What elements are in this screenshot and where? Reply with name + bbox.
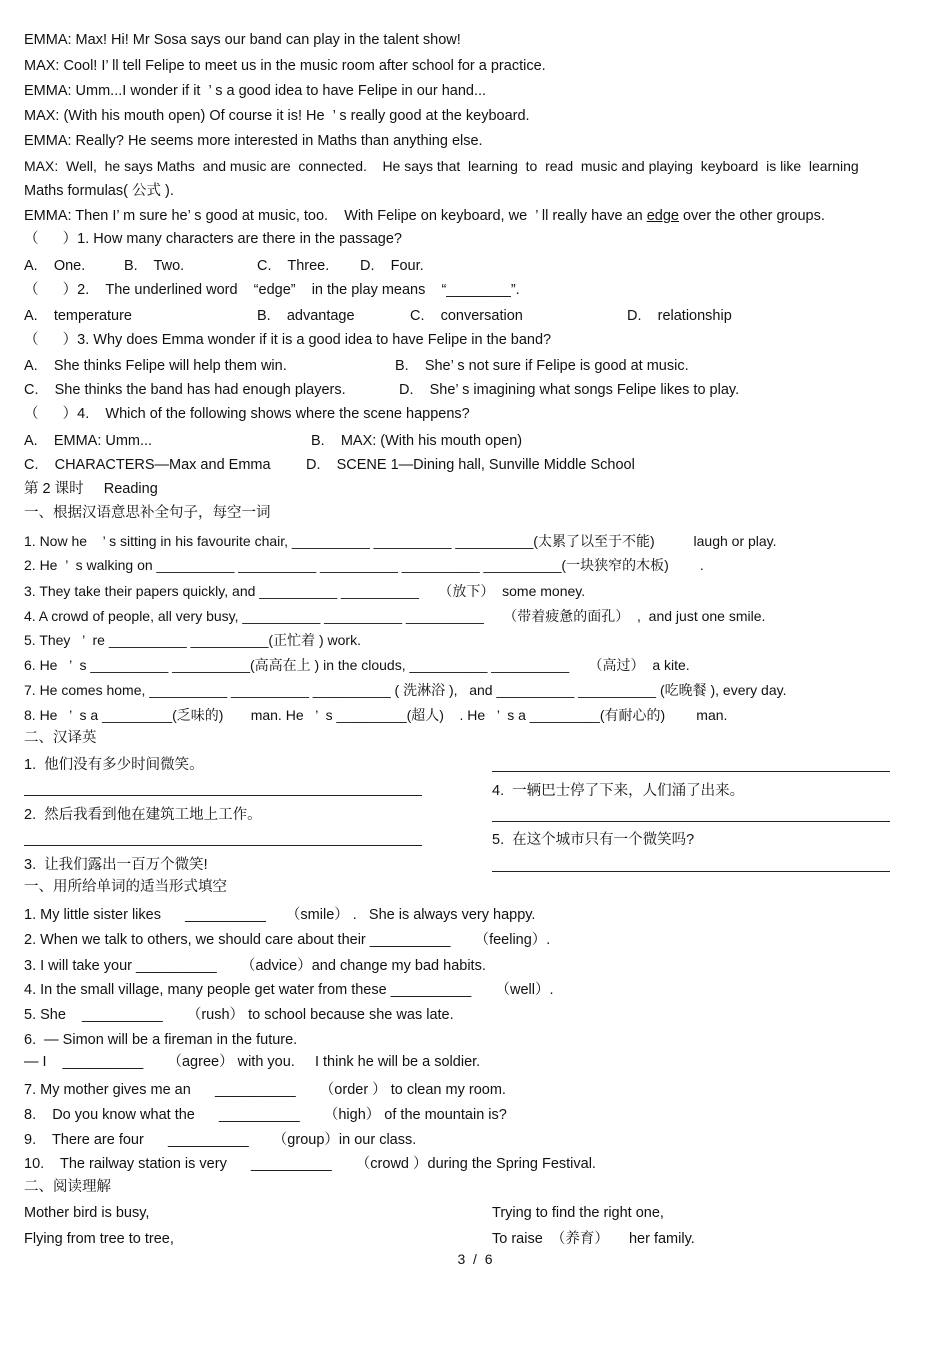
sentence-item-3: 3. They take their papers quickly, and __________ __________ （放下） some money. [24,583,586,599]
section-title-translation: 二、汉译英 [24,730,97,746]
question-3: （ ）3. Why does Emma wonder if it is a good idea to have Felipe in the band? [24,332,552,348]
dialogue-line-5: EMMA: Really? He seems more interested in Maths than anything else. [24,133,483,149]
question-2: （ ）2. The underlined word “edge” in the play means “________”. [24,282,520,298]
q1-option-c: C. Three. [257,258,330,274]
answer-line [492,821,890,822]
dialogue-line-1: EMMA: Max! Hi! Mr Sosa says our band can play in the talent show! [24,32,461,48]
q3-option-a: A. She thinks Felipe will help them win. [24,358,287,374]
question-1: （ ）1. How many characters are there in the passage? [24,231,402,247]
section-title-reading: 二、阅读理解 [24,1179,111,1195]
lesson-heading: 第 2 课时 Reading [24,481,158,497]
dialogue-line-8-end: over the other groups. [678,208,825,224]
fill-item-6-response: — I __________ （agree） with you. I think he will be a soldier. [24,1054,481,1070]
q4-option-b: B. MAX: (With his mouth open) [311,433,523,449]
section-title-word-forms: 一、用所给单词的适当形式填空 [24,879,227,895]
q3-option-d: D. She’ s imagining what songs Felipe likes to play. [399,382,740,398]
sentence-item-4: 4. A crowd of people, all very busy, __________ __________ __________ （带着疲惫的面孔） , and just one smile. [24,608,766,624]
fill-item-8: 8. Do you know what the __________ （high） of the mountain is? [24,1107,507,1123]
translation-item-1: 1. 他们没有多少时间微笑。 [24,757,204,773]
fill-item-6: 6. — Simon will be a fireman in the future. [24,1032,298,1048]
sentence-item-2: 2. He ’ s walking on __________ __________ __________ __________ __________(一块狭窄的木板) . [24,557,704,573]
fill-item-3: 3. I will take your __________ （advice）and change my bad habits. [24,958,486,974]
fill-item-10: 10. The railway station is very __________ （crowd ）during the Spring Festival. [24,1156,596,1172]
dialogue-line-6: MAX: Well, he says Maths and music are connected. He says that learning to read music and playing keyboard is like learning [24,158,859,174]
poem-left-line-2: Flying from tree to tree, [24,1231,174,1247]
q1-option-a: A. One. [24,258,86,274]
poem-left-line-1: Mother bird is busy, [24,1205,150,1221]
fill-item-1: 1. My little sister likes __________ （smile） . She is always very happy. [24,907,536,923]
poem-right-line-2: To raise （养育） her family. [492,1231,695,1247]
dialogue-line-7: Maths formulas( 公式 ). [24,183,174,199]
translation-item-3: 3. 让我们露出一百万个微笑! [24,857,208,873]
answer-line [492,871,890,872]
section-title-complete-sentences: 一、根据汉语意思补全句子，每空一词 [24,505,271,521]
page-number: 3 / 6 [457,1251,493,1267]
sentence-item-1: 1. Now he ’ s sitting in his favourite chair, __________ __________ __________(太累了以至于不能) laugh or play. [24,533,777,549]
q1-option-b: B. Two. [124,258,185,274]
translation-item-2: 2. 然后我看到他在建筑工地上工作。 [24,807,262,823]
dialogue-line-2: MAX: Cool! I’ ll tell Felipe to meet us in the music room after school for a practice. [24,58,546,74]
answer-line [24,795,422,796]
q4-option-a: A. EMMA: Umm... [24,433,153,449]
q2-option-a: A. temperature [24,308,132,324]
translation-item-4: 4. 一辆巴士停了下来，人们涌了出来。 [492,783,745,799]
q3-option-b: B. She’ s not sure if Felipe is good at music. [395,358,689,374]
translation-item-5: 5. 在这个城市只有一个微笑吗? [492,832,695,848]
dialogue-line-3: EMMA: Umm...I wonder if it ’ s a good idea to have Felipe in our hand... [24,83,487,99]
dialogue-line-4: MAX: (With his mouth open) Of course it is! He ’ s really good at the keyboard. [24,108,530,124]
q4-option-c: C. CHARACTERS—Max and Emma [24,457,271,473]
sentence-item-8: 8. He ’ s a _________(乏味的) man. He ’ s _________(超人) . He ’ s a _________(有耐心的) man. [24,707,728,723]
dialogue-line-8-start: EMMA: Then I’ m sure he’ s good at music, too. With Felipe on keyboard, we ’ ll really have an [24,208,647,224]
answer-line [24,845,422,846]
q3-option-c: C. She thinks the band has had enough players. [24,382,346,398]
fill-item-4: 4. In the small village, many people get water from these __________ （well）. [24,982,554,998]
q1-option-d: D. Four. [360,258,424,274]
q2-option-c: C. conversation [410,308,523,324]
answer-line [492,771,890,772]
q4-option-d: D. SCENE 1—Dining hall, Sunville Middle School [306,457,635,473]
q2-option-d: D. relationship [627,308,732,324]
dialogue-line-8 [24,207,825,225]
fill-item-7: 7. My mother gives me an __________ （order ） to clean my room. [24,1082,506,1098]
question-4: （ ）4. Which of the following shows where the scene happens? [24,406,470,422]
fill-item-9: 9. There are four __________ （group）in our class. [24,1132,417,1148]
sentence-item-6: 6. He ’ s __________ __________(高高在上 ) in the clouds, __________ __________ （高过） a kite. [24,657,690,673]
fill-item-2: 2. When we talk to others, we should care about their __________ （feeling）. [24,932,551,948]
poem-right-line-1: Trying to find the right one, [492,1205,664,1221]
q2-option-b: B. advantage [257,308,355,324]
underlined-word-edge: edge [646,208,679,224]
fill-item-5: 5. She __________ （rush） to school because she was late. [24,1007,454,1023]
sentence-item-5: 5. They ’ re __________ __________(正忙着 ) work. [24,632,361,648]
sentence-item-7: 7. He comes home, __________ __________ __________ ( 洗淋浴 ), and __________ __________ (吃晚餐 ), every day. [24,682,787,698]
